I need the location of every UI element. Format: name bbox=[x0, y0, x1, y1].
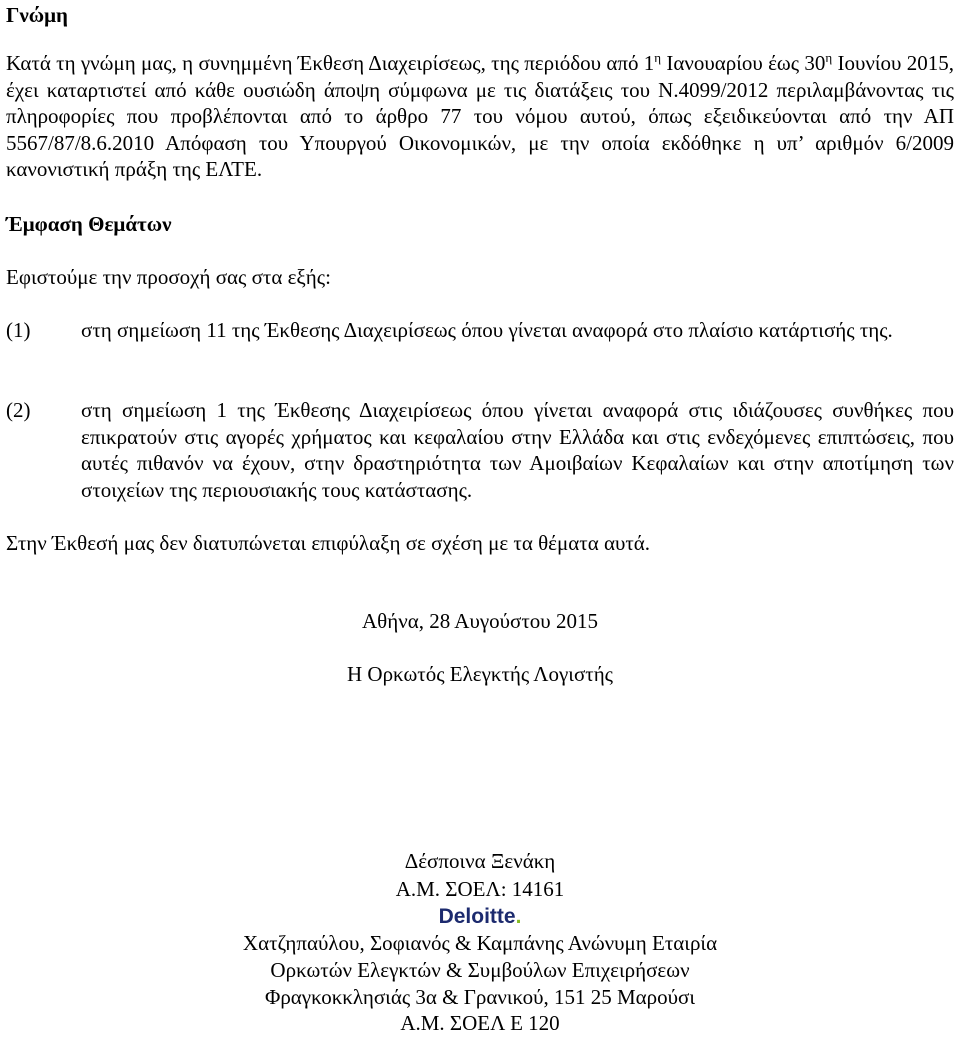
opinion-text-part3: Ιουνίου 2015, έχει καταρτιστεί από κάθε ουσιώδη άποψη σύμφωνα με τις διατάξεις του Ν.4099/2012 περιλαμβάνοντας τις πληροφορίες που προβλέπονται από το άρθρο 77 του νόμου αυτού, όπως εξειδικεύονται από την ΑΠ 5567/87/8.6.2010 Απόφαση του Υπουργού Οικονομικών, με την οποία εκδόθηκε η υπ’ αριθμόν 6/2009 κανονιστική πράξη της ΕΛΤΕ. bbox=[6, 51, 955, 181]
firm-brand-dot: . bbox=[515, 905, 522, 928]
signatory-registration: Α.Μ. ΣΟΕΛ: 14161 bbox=[395, 877, 565, 901]
item-text: στη σημείωση 11 της Έκθεσης Διαχειρίσεως όπου γίνεται αναφορά στο πλαίσιο κατάρτισής της. bbox=[81, 318, 893, 342]
place-date: Αθήνα, 28 Αυγούστου 2015 bbox=[362, 609, 598, 633]
item-text: στη σημείωση 1 της Έκθεσης Διαχειρίσεως όπου γίνεται αναφορά στις ιδιάζουσες συνθήκες που επικρατούν στις αγορές χρήματος και κεφαλαίου στην Ελλάδα και στις ενδεχόμενες επιπτώσεις, που αυτές πιθανόν να έχουν, στην δραστηριότητα των Αμοιβαίων Κεφαλαίων και στην αποτίμηση των στοιχείων της περιουσιακής τους κατάστασης. bbox=[81, 398, 954, 502]
opinion-paragraph bbox=[6, 50, 954, 183]
closing-statement: Στην Έκθεσή μας δεν διατυπώνεται επιφύλαξη σε σχέση με τα θέματα αυτά. bbox=[6, 531, 651, 555]
ordinal-superscript: η bbox=[654, 50, 662, 65]
firm-brand: Deloitte bbox=[438, 905, 516, 928]
emphasis-intro: Εφιστούμε την προσοχή σας στα εξής: bbox=[6, 265, 331, 289]
emphasis-item bbox=[6, 317, 954, 344]
report-page bbox=[6, 0, 955, 1035]
opinion-text-part2: Ιανουαρίου έως 30 bbox=[661, 51, 826, 75]
signatory-name: Δέσποινα Ξενάκη bbox=[404, 849, 556, 873]
emphasis-heading: Έμφαση Θεμάτων bbox=[6, 212, 172, 236]
opinion-text-part1: Κατά τη γνώμη μας, η συνημμένη Έκθεση Διαχειρίσεως, της περιόδου από 1 bbox=[6, 51, 655, 75]
item-marker: (2) bbox=[6, 398, 31, 422]
opinion-heading: Γνώμη bbox=[6, 3, 68, 27]
firm-name: Χατζηπαύλου, Σοφιανός & Καμπάνης Ανώνυμη Εταιρία bbox=[242, 931, 718, 955]
item-marker: (1) bbox=[6, 318, 31, 342]
firm-logo bbox=[6, 903, 954, 931]
firm-registration: Α.Μ. ΣΟΕΛ Ε 120 bbox=[400, 1011, 560, 1035]
firm-address: Φραγκοκκλησιάς 3α & Γρανικού, 151 25 Μαρούσι bbox=[264, 985, 696, 1009]
firm-description: Ορκωτών Ελεγκτών & Συμβούλων Επιχειρήσεων bbox=[270, 958, 690, 982]
ordinal-superscript: η bbox=[825, 50, 833, 65]
emphasis-item bbox=[6, 397, 954, 503]
signatory-role: Η Ορκωτός Ελεγκτής Λογιστής bbox=[346, 662, 614, 686]
